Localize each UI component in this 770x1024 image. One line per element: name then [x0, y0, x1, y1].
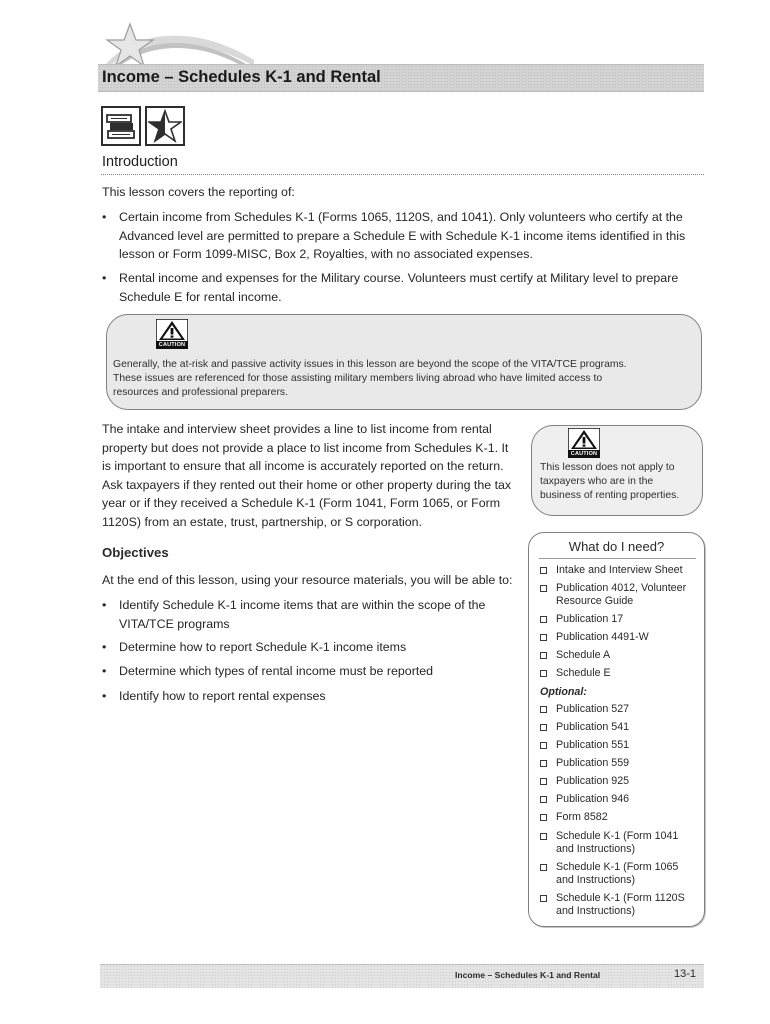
checkbox-icon: [540, 895, 547, 902]
text-line: property but does not provide a place to list income from Schedules K-1. It: [102, 440, 509, 455]
page-title: Income – Schedules K-1 and Rental: [102, 68, 381, 86]
course-icons: [101, 106, 185, 146]
text-line: Advanced level are permitted to prepare a Schedule E with Schedule K-1 income items identified in this: [119, 228, 686, 243]
divider: [539, 558, 696, 559]
checkbox-icon: [540, 814, 547, 821]
checkbox-icon: [540, 567, 547, 574]
bullet-icon: •: [102, 271, 107, 285]
checkbox-icon: [540, 652, 547, 659]
text-line: is important to ensure that all income is accurately reported on the return.: [102, 459, 504, 474]
checkbox-icon: [540, 634, 547, 641]
caution-icon: [156, 319, 188, 349]
text-line: The intake and interview sheet provides a line to list income from rental: [102, 422, 492, 436]
text-line: and Instructions): [556, 843, 636, 855]
checkbox-icon: [540, 670, 547, 677]
text-line: Publication 541: [556, 721, 630, 733]
text-line: Publication 17: [556, 613, 624, 625]
checkbox-icon: [540, 833, 547, 840]
text-line: resources and professional preparers.: [113, 387, 289, 398]
header-star-swoosh-icon: [96, 20, 256, 68]
text-line: Publication 946: [556, 793, 630, 805]
text-line: Schedule E: [556, 667, 611, 679]
text-line: Form 8582: [556, 811, 608, 823]
checkbox-icon: [540, 742, 547, 749]
text-line: Intake and Interview Sheet: [556, 564, 683, 576]
text-line: Identify Schedule K-1 income items that are within the scope of the: [119, 598, 486, 612]
text-line: lesson or Form 1099-MISC, Box 2, Royalties, with no associated expenses.: [119, 247, 533, 262]
objectives-heading: Objectives: [102, 545, 169, 560]
text-line: Publication 559: [556, 757, 630, 769]
checkbox-icon: [540, 778, 547, 785]
text-line: Schedule K-1 (Form 1041: [556, 830, 679, 842]
checkbox-icon: [540, 760, 547, 767]
bullet-icon: •: [102, 640, 107, 654]
text-line: VITA/TCE programs: [119, 616, 230, 631]
checkbox-icon: [540, 616, 547, 623]
books-icon: [101, 106, 141, 146]
what-do-i-need-title: What do I need?: [568, 539, 665, 554]
checkbox-icon: [540, 585, 547, 592]
text-line: Identify how to report rental expenses: [119, 689, 326, 703]
text-line: Publication 4012, Volunteer: [556, 582, 687, 594]
text-line: Determine how to report Schedule K-1 income items: [119, 640, 407, 654]
caution-label: CAUTION: [568, 450, 600, 458]
checkbox-icon: [540, 724, 547, 731]
divider: [101, 174, 704, 175]
bullet-icon: •: [102, 689, 107, 703]
caution-callout: [106, 314, 702, 410]
text-line: Publication 4491-W: [556, 631, 649, 643]
text-line: Rental income and expenses for the Military course. Volunteers must certify at Military level to prepare: [119, 271, 679, 285]
objectives-lead: At the end of this lesson, using your resource materials, you will be able to:: [102, 573, 513, 587]
checkbox-icon: [540, 706, 547, 713]
footer-title: Income – Schedules K-1 and Rental: [455, 970, 601, 980]
caution-label: CAUTION: [156, 341, 188, 349]
caution-icon: [568, 428, 600, 458]
bullet-icon: •: [102, 664, 107, 678]
page-number: 13-1: [674, 968, 697, 980]
intake-paragraph: [102, 420, 522, 532]
text-line: Determine which types of rental income must be reported: [119, 664, 434, 678]
footer-band: [100, 964, 704, 988]
text-line: Resource Guide: [556, 595, 634, 607]
optional-label: Optional:: [540, 686, 587, 698]
text-line: Certain income from Schedules K-1 (Forms 1065, 1120S, and 1041). Only volunteers who certify at the: [119, 210, 683, 224]
introduction-lead: This lesson covers the reporting of:: [102, 185, 295, 199]
text-line: Schedule K-1 (Form 1065: [556, 861, 679, 873]
text-line: taxpayers who are in the: [540, 476, 654, 488]
military-star-icon: [145, 106, 185, 146]
checkbox-icon: [540, 864, 547, 871]
bullet-icon: •: [102, 210, 107, 224]
text-line: 1120S) from an estate, trust, partnership, or S corporation.: [102, 514, 423, 529]
text-line: and Instructions): [556, 905, 636, 917]
text-line: These issues are referenced for those assisting military members living abroad who have limited access to: [113, 373, 603, 384]
text-line: Schedule K-1 (Form 1120S: [556, 892, 685, 904]
bullet-icon: •: [102, 598, 107, 612]
checkbox-icon: [540, 796, 547, 803]
text-line: Publication 551: [556, 739, 630, 751]
text-line: Ask taxpayers if they rented out their home or other property during the tax: [102, 477, 512, 492]
text-line: This lesson does not apply to: [540, 462, 675, 473]
text-line: Publication 925: [556, 775, 630, 787]
text-line: business of renting properties.: [540, 490, 680, 502]
text-line: year or if they received a Schedule K-1 (Form 1041, Form 1065, or Form: [102, 496, 501, 511]
text-line: Schedule E for rental income.: [119, 289, 282, 304]
what-do-i-need-box: [528, 532, 705, 927]
introduction-heading: Introduction: [102, 154, 178, 170]
text-line: Publication 527: [556, 703, 630, 715]
text-line: Schedule A: [556, 649, 611, 661]
text-line: and Instructions): [556, 874, 636, 886]
text-line: Generally, the at-risk and passive activity issues in this lesson are beyond the scope of the VITA/TCE programs.: [113, 359, 627, 370]
side-caution-note: [531, 425, 703, 516]
